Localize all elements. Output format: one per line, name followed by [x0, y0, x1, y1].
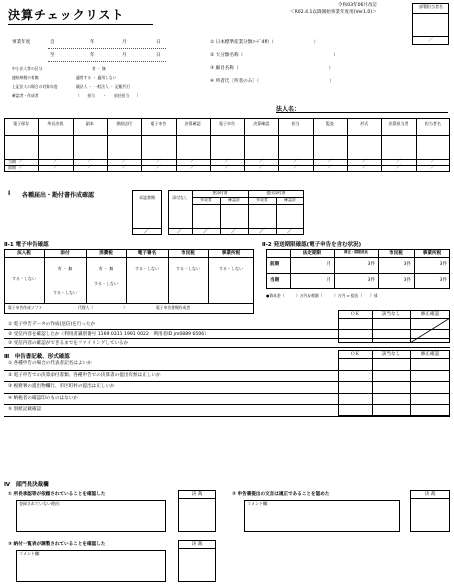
staff-mark-current-0[interactable]: ／ — [18, 158, 24, 164]
staff-mark-current-3[interactable]: ／ — [121, 158, 127, 164]
sec1-approval-label: 承認書類 — [139, 195, 155, 200]
sec4-item-1-title: ① 所長承認等が依頼されていることを確認した — [8, 492, 106, 497]
info-right-2[interactable]: ② 大分類名称（ ） — [210, 53, 338, 58]
check3-none-header: 該当なし — [381, 352, 401, 357]
deadline-row-label-0: 前期 — [270, 262, 280, 267]
from-day: 日 — [156, 40, 161, 45]
deadline-row-1-val-0[interactable]: 3件 — [367, 278, 375, 283]
officer-box-mark: ／ — [428, 37, 434, 43]
to-year: 年 — [90, 53, 95, 58]
staff-mark-current-9[interactable]: ／ — [327, 158, 333, 164]
sec3-item-2: ② 電子申告での決算添付書類、各種申告での決算書の提出有無は正しいか — [8, 372, 161, 378]
staff-mark-previous-2[interactable]: ／ — [87, 164, 92, 170]
officer-box-label: 部署担当者名 — [419, 4, 443, 9]
staff-mark-previous-4[interactable]: ／ — [156, 164, 161, 170]
staff-mark-current-12[interactable]: ／ — [430, 158, 436, 164]
staff-mark-previous-1[interactable]: ／ — [53, 164, 58, 170]
staff-mark-current-2[interactable]: ／ — [87, 158, 92, 164]
efile-has-1[interactable]: 有 ・ 無 — [57, 266, 73, 271]
efile-opt-6[interactable]: する・しない — [94, 281, 118, 286]
efile-header-3: 電子署名 — [137, 251, 157, 256]
section-1-num: Ⅰ — [8, 190, 11, 197]
efile-opt-4[interactable]: する・しない — [176, 266, 200, 271]
sec3-item-5: ⑤ 別紙記載確認 — [8, 407, 42, 413]
deadline-row-0-val-0[interactable]: 3件 — [367, 262, 375, 267]
staff-mark-previous-11[interactable]: ／ — [396, 164, 401, 170]
staff-header-6: 電子申告 — [218, 121, 235, 126]
staff-mark-previous-5[interactable]: ／ — [190, 164, 195, 170]
sec4-item-1-decision-label: 決 裁 — [191, 492, 203, 497]
info-right-3[interactable]: ③ 細目名称（ ） — [210, 66, 334, 71]
staff-row-current: 当期 — [8, 159, 16, 164]
efile-opt-5[interactable]: する・しない — [219, 266, 243, 271]
staff-mark-current-8[interactable]: ／ — [293, 158, 298, 164]
staff-mark-current-10[interactable]: ／ — [361, 158, 367, 164]
sec4-item-3-sub: コメント欄： — [19, 551, 43, 556]
staff-header-1: 所長決裁 — [47, 121, 64, 126]
sec1-group1: 要添付書 — [212, 190, 228, 195]
staff-header-12: 担当者名 — [424, 121, 441, 126]
check-table-3 — [338, 350, 450, 416]
listed-label: 上記法人の場合の対象年度 — [12, 84, 58, 89]
check2-confirm-header: 修正確認 — [420, 312, 440, 317]
staff-header-0: 電子保存 — [13, 121, 30, 126]
staff-header-2: 副本 — [85, 121, 94, 126]
sec4-item-2-title: ② 申告書提出の文言は適正であることを認めた — [232, 492, 330, 497]
staff-row-previous: 前期 — [8, 165, 16, 170]
efile-has-2[interactable]: 有 ・ 無 — [98, 266, 114, 271]
deadline-header-2: 市民税 — [389, 251, 403, 256]
deadline-row-1-val-1[interactable]: 3件 — [403, 278, 411, 283]
sec1-attached-label: 添付なし — [172, 195, 188, 200]
sec1-approval-mark: ／ — [143, 228, 150, 235]
staff-mark-previous-6[interactable]: ／ — [224, 164, 230, 170]
sec1-reviewer-2: 確認済 — [284, 197, 296, 202]
sec2-item-2: ② 受信内容を確認したか（利用者識別番号 1169 0311 1991 0022 利用者ID jm0889 6506） — [8, 332, 209, 337]
check2-none-header: 該当なし — [381, 312, 401, 317]
staff-mark-previous-9[interactable]: ／ — [327, 164, 333, 170]
consolidated-label: 連結納税の有無 — [12, 75, 39, 80]
staff-mark-previous-0[interactable]: ／ — [18, 164, 24, 170]
to-label: 至 — [50, 53, 55, 58]
from-label: 自 — [50, 40, 55, 45]
staff-mark-previous-7[interactable]: ／ — [259, 164, 264, 170]
sec3-item-4: ④ 納税者の確認印のものはないか — [8, 395, 78, 401]
to-day: 日 — [156, 53, 161, 58]
sec1-creator-1: 作成者 — [200, 197, 212, 202]
efile-software-label: 電子申告作成ソフト — [8, 305, 43, 310]
efile-header-2: 消費税 — [99, 251, 113, 256]
sec1-mark-2[interactable]: ／ — [230, 228, 237, 235]
staff-header-7: 決算確認 — [253, 121, 270, 126]
staff-mark-previous-10[interactable]: ／ — [361, 164, 367, 170]
sec4-item-1-sub: 登録されていない理由： — [19, 501, 63, 506]
company-name-field[interactable] — [276, 112, 448, 113]
check3-ok-header: ＯＫ — [350, 352, 360, 357]
staff-mark-current-5[interactable]: ／ — [190, 158, 195, 164]
section-2-1-title: Ⅱ-1 電子申告確認 — [4, 242, 49, 248]
staff-header-5: 決算確認 — [184, 121, 201, 126]
small-company-options[interactable]: 有 ・ 無 — [92, 66, 106, 71]
sec4-item-2-sub: コメント欄： — [247, 501, 271, 506]
staff-mark-current-4[interactable]: ／ — [156, 158, 161, 164]
sec4-item-3-title: ③ 納付一覧表が調製されていることを確認した — [8, 542, 106, 547]
staff-header-9: 監査 — [325, 121, 334, 126]
efile-opt-3[interactable]: する・しない — [135, 266, 159, 271]
staff-mark-current-6[interactable]: ／ — [224, 158, 230, 164]
efile-header-1: 添付 — [60, 251, 70, 256]
from-month: 月 — [122, 40, 127, 45]
deadline-header-0: 法定期限 — [302, 251, 322, 256]
staff-header-4: 電子申告 — [150, 121, 167, 126]
staff-mark-previous-8[interactable]: ／ — [293, 164, 298, 170]
efile-agent2-label: 電子申告書類作成者 — [156, 305, 191, 310]
staff-mark-current-7[interactable]: ／ — [259, 158, 264, 164]
deadline-row-1-val-2[interactable]: 3件 — [439, 278, 447, 283]
listed-options[interactable]: 親法人 ・ 一般法人 ・ 記帳代行 — [76, 84, 131, 89]
section-3-title: Ⅲ 申告書記載、形式確認 — [4, 354, 70, 360]
sec1-mark-4[interactable]: ／ — [286, 228, 293, 235]
sec1-mark-3[interactable]: ／ — [258, 228, 265, 235]
company-name-label: 法人名： — [276, 106, 301, 113]
staff-header-8: 担当 — [291, 121, 300, 126]
deadline-row-1-unit[interactable]: 月 — [326, 278, 331, 283]
sec1-creator-2: 作成者 — [256, 197, 268, 202]
deadline-footnote: ●資本金（ ）万円＆税額（ ）万円 ⇒ 提出（ ）部 — [266, 293, 378, 298]
staff-mark-current-1[interactable]: ／ — [53, 158, 58, 164]
sec3-item-1: ① 各種申告の場合の代表者記名はよいか — [8, 361, 92, 366]
section-1-title: 各種届出・勘付書作成確認 — [22, 192, 95, 199]
fiscal-year-label: 事業年度 — [12, 40, 31, 45]
section-2-2-title: Ⅱ-2 発送期限確認(電子申告を含む状況) — [262, 242, 362, 248]
from-year: 年 — [90, 40, 95, 45]
to-month: 月 — [122, 53, 127, 58]
version-label: ＜R02.4.1以降開始事業年度用(Ver1.0)＞ — [290, 10, 377, 15]
page-title: 決算チェックリスト — [8, 8, 125, 22]
sec1-group2: 提出添付書 — [266, 190, 286, 195]
deadline-header-1: 修正・期限延長 — [344, 250, 368, 254]
small-company-label: 中小法人等の区分 — [12, 66, 43, 71]
efile-header-4: 市民税 — [181, 251, 195, 256]
check2-ok-header: ＯＫ — [350, 312, 360, 317]
check2-diagonal — [410, 318, 450, 343]
section-4-title: Ⅳ 部門長決裁欄 — [4, 482, 49, 488]
title-underline — [8, 24, 153, 25]
revision-date: 令和03年06月改訂 — [338, 3, 378, 8]
efile-header-5: 事業所税 — [221, 251, 241, 256]
sec4-item-2-decision-label: 決 裁 — [424, 492, 436, 497]
sec2-item-1: ① 電子申告データの作成(送信)を行ったか — [8, 322, 96, 327]
staff-mark-current-11[interactable]: ／ — [396, 158, 401, 164]
deadline-row-0-val-2[interactable]: 3件 — [439, 262, 447, 267]
sec4-item-3-decision-label: 決 裁 — [191, 542, 203, 547]
sec3-item-3: ③ 税務署の提出物欄行、市区町村の提出は正しいか — [8, 384, 115, 390]
efile-opt-2[interactable]: する・しない — [53, 290, 77, 295]
staff-mark-previous-12[interactable]: ／ — [430, 164, 436, 170]
efile-agent-label: 代理人（ ） — [78, 305, 127, 310]
preparer-options[interactable]: （ 担当 ・ 前任担当 ） — [76, 93, 141, 98]
efile-row-option-1[interactable]: する・しない — [12, 276, 36, 281]
deadline-row-0-val-1[interactable]: 3件 — [403, 262, 411, 267]
deadline-header-3: 事業所税 — [422, 251, 442, 256]
deadline-row-0-unit[interactable]: 月 — [326, 262, 331, 267]
sec2-item-3: ③ 受信内容の確認ができるまでをファイリングしているか — [8, 341, 129, 346]
staff-mark-previous-3[interactable]: ／ — [121, 164, 127, 170]
staff-header-3: 書面送付 — [116, 121, 133, 126]
check3-confirm-header: 修正確認 — [420, 352, 440, 357]
efile-header-0: 法人税 — [17, 251, 31, 256]
deadline-row-label-1: 当期 — [270, 278, 280, 283]
info-right-4[interactable]: ④ 所者氏［所者のみ］（ ） — [210, 79, 334, 84]
info-right-1[interactable]: ① 日本標準産業分類ｺｰﾄﾞ4桁（ ） — [210, 40, 319, 45]
staff-header-11: 決算担当者 — [388, 121, 409, 126]
staff-header-10: 形式 — [360, 121, 369, 126]
sec1-mark-0[interactable]: ／ — [176, 228, 183, 235]
sec1-mark-1[interactable]: ／ — [202, 228, 209, 235]
sec1-reviewer-1: 確認済 — [228, 197, 240, 202]
officer-box — [412, 3, 449, 45]
consolidated-options[interactable]: 適用する ・ 適用しない — [76, 75, 117, 80]
preparer-label: 確認者・作成者 — [12, 93, 39, 98]
